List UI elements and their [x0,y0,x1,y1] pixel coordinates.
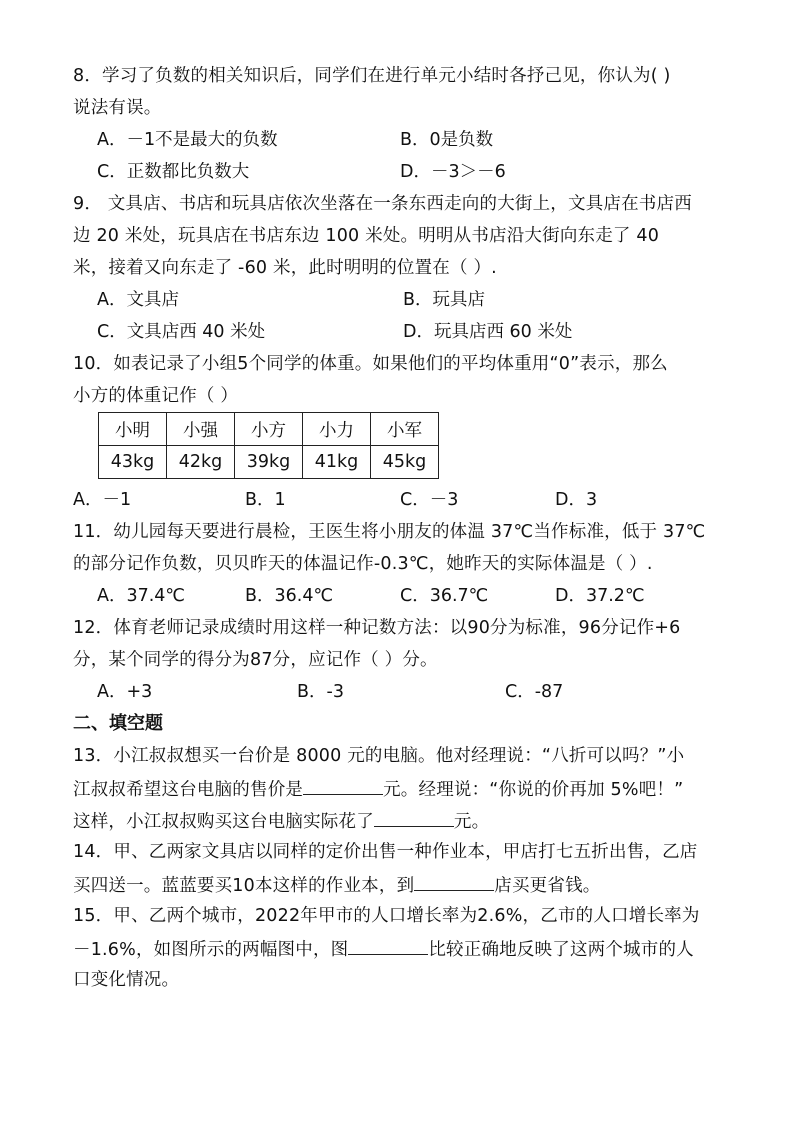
q14-answer-blank[interactable] [414,872,494,891]
q10-option-c: C．－3 [400,490,459,510]
q8-option-d: D．－3＞－6 [400,162,506,182]
q15-answer-blank[interactable] [348,936,428,955]
table-cell-name: 小力 [303,413,371,446]
q13-line2-text-b: 元。经理说：“你说的价再加 5%吧！” [383,780,684,800]
q10-option-b: B．1 [245,490,286,510]
q9-option-a: A．文具店 [97,290,179,310]
q11-option-b: B．36.4℃ [245,586,334,606]
q9-option-d: D．玩具店西 60 米处 [403,322,573,342]
q9-line1: 9． 文具店、书店和玩具店依次坐落在一条东西走向的大街上，文具店在书店西 [73,194,692,214]
q13-answer-blank-1[interactable] [303,776,383,795]
q10-option-a: A．－1 [73,490,132,510]
q14-line2-text-a: 买四送一。蓝蓝要买10本这样的作业本，到 [73,876,415,896]
q11-option-c: C．36.7℃ [400,586,489,606]
q8-option-c: C．正数都比负数大 [97,162,250,182]
table-cell-name: 小明 [99,413,167,446]
q11-line2: 的部分记作负数，贝贝昨天的体温记作-0.3℃，她昨天的实际体温是（ ）. [73,554,653,574]
q14-line1: 14．甲、乙两家文具店以同样的定价出售一种作业本，甲店打七五折出售，乙店 [73,842,698,862]
q10-option-d: D．3 [555,490,598,510]
q12-line1: 12．体育老师记录成绩时用这样一种记数方法：以90分为标准，96分记作+6 [73,618,681,638]
q12-line2: 分，某个同学的得分为87分，应记作（ ）分。 [73,650,438,670]
q9-line2: 边 20 米处，玩具店在书店东边 100 米处。明明从书店沿大街向东走了 40 [73,226,660,246]
q13-line3-text-b: 元。 [453,812,490,832]
table-cell-weight: 42kg [167,446,235,479]
q13-line2 [73,776,683,802]
q10-line2: 小方的体重记作（ ） [73,386,239,406]
q15-line1: 15．甲、乙两个城市，2022年甲市的人口增长率为2.6%，乙市的人口增长率为 [73,906,700,926]
q15-line3: 口变化情况。 [73,970,180,990]
q15-line2-text-b: 比较正确地反映了这两个城市的人 [428,940,694,960]
table-cell-name: 小强 [167,413,235,446]
q12-option-b: B．-3 [297,682,344,702]
table-cell-name: 小军 [371,413,439,446]
q11-line1: 11．幼儿园每天要进行晨检，王医生将小朋友的体温 37℃当作标准，低于 37℃ [73,522,706,542]
q9-option-b: B．玩具店 [403,290,486,310]
table-cell-weight: 45kg [371,446,439,479]
q15-line2 [73,936,694,962]
q11-option-d: D．37.2℃ [555,586,645,606]
q13-answer-blank-2[interactable] [374,808,454,827]
q12-option-a: A．+3 [97,682,153,702]
q10-line1: 10．如表记录了小组5个同学的体重。如果他们的平均体重用“0”表示，那么 [73,354,668,374]
table-cell-weight: 41kg [303,446,371,479]
section-title-fill-in: 二、填空题 [73,713,163,734]
table-row [99,413,439,446]
q8-line2: 说法有误。 [73,98,162,118]
q11-option-a: A．37.4℃ [97,586,186,606]
q8-line1: 8．学习了负数的相关知识后，同学们在进行单元小结时各抒己见，你认为( ) [73,66,671,86]
q9-option-c: C．文具店西 40 米处 [97,322,266,342]
q13-line3 [73,808,489,834]
table-row [99,446,439,479]
q9-line3: 米，接着又向东走了 -60 米，此时明明的位置在（ ）. [73,258,497,278]
q8-option-b: B．0是负数 [400,130,494,150]
table-cell-weight: 43kg [99,446,167,479]
weights-table [98,412,439,479]
q14-line2-text-b: 店买更省钱。 [494,876,601,896]
table-cell-name: 小方 [235,413,303,446]
q14-line2 [73,872,600,898]
q13-line3-text-a: 这样，小江叔叔购买这台电脑实际花了 [73,812,374,832]
q12-option-c: C．-87 [505,682,564,702]
q13-line1: 13．小江叔叔想买一台价是 8000 元的电脑。他对经理说：“八折可以吗？”小 [73,746,685,766]
q15-line2-text-a: －1.6%，如图所示的两幅图中，图 [73,940,349,960]
q8-option-a: A．－1不是最大的负数 [97,130,278,150]
q13-line2-text-a: 江叔叔希望这台电脑的售价是 [73,780,304,800]
table-cell-weight: 39kg [235,446,303,479]
